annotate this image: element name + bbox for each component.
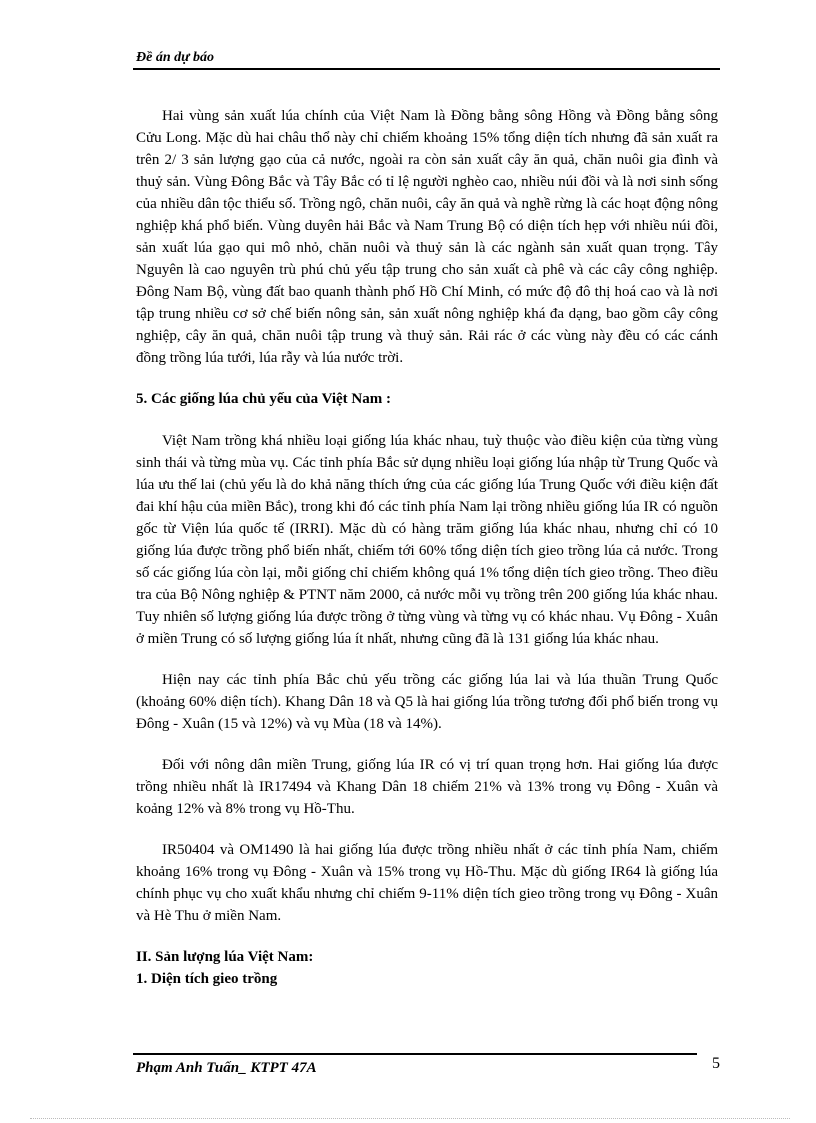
document-body	[136, 105, 718, 990]
paragraph-varieties-overview: Việt Nam trồng khá nhiều loại giống lúa khác nhau, tuỳ thuộc vào điều kiện của từng vùng sinh thái và từng mùa vụ. Các tỉnh phía Bắc sử dụng nhiều loại giống lúa nhập từ Trung Quốc và lúa ưu thế lai (chủ yếu là do khả năng thích ứng của các giống lúa Trung Quốc với điều kiện đất đai khí hậu của miền Bắc), trong khi đó các tỉnh phía Nam lại trồng nhiều giống lúa IR có nguồn gốc từ Viện lúa quốc tế (IRRI). Mặc dù có hàng trăm giống lúa khác nhau, nhưng chỉ có 10 giống lúa được trồng phổ biến nhất, chiếm tới 60% tổng diện tích gieo trồng lúa cả nước. Trong số các giống lúa còn lại, mỗi giống chỉ chiếm không quá 1% tổng diện tích gieo trồng. Theo điều tra của Bộ Nông nghiệp & PTNT năm 2000, cả nước mỗi vụ trồng trên 200 giống lúa khác nhau. Tuy nhiên số lượng giống lúa được trồng ở từng vùng và từng vụ có khác nhau. Vụ Đông - Xuân ở miền Trung có số lượng giống lúa ít nhất, nhưng cũng đã là 131 giống lúa khác nhau.	[136, 433, 718, 647]
paragraph-north: Hiện nay các tỉnh phía Bắc chủ yếu trồng các giống lúa lai và lúa thuần Trung Quốc (khoảng 60% diện tích). Khang Dân 18 và Q5 là hai giống lúa trồng tương đối phổ biến trong vụ Đông - Xuân (15 và 12%) và vụ Mùa (18 và 14%).	[136, 672, 718, 732]
paragraph-central: Đối với nông dân miền Trung, giống lúa IR có vị trí quan trọng hơn. Hai giống lúa được trồng nhiều nhất là IR17494 và Khang Dân 18 chiếm 21% và 13% trong vụ Đông - Xuân và koảng 12% và 8% trong vụ Hồ-Thu.	[136, 757, 718, 817]
footer-author: Phạm Anh Tuấn_ KTPT 47A	[136, 1060, 317, 1076]
paragraph-regions: Hai vùng sản xuất lúa chính của Việt Nam là Đồng bằng sông Hồng và Đồng bằng sông Cửu Long. Mặc dù hai châu thổ này chỉ chiếm khoảng 15% tổng diện tích nhưng đã sản xuất ra trên 2/ 3 sản lượng gạo của cả nước, ngoài ra còn sản xuất cây ăn quả, chăn nuôi gia đình và thuỷ sản. Vùng Đông Bắc và Tây Bắc có tỉ lệ người nghèo cao, nhiều núi đồi và là nơi sinh sống của nhiều dân tộc thiểu số. Trồng ngô, chăn nuôi, cây ăn quả và nghề rừng là các hoạt động nông nghiệp khá phổ biến. Vùng duyên hải Bắc và Nam Trung Bộ có diện tích hẹp với nhiều núi đồi, sản xuất lúa gạo qui mô nhỏ, chăn nuôi và thuỷ sản là các ngành sản xuất quan trọng. Tây Nguyên là cao nguyên trù phú chủ yếu tập trung cho sản xuất cà phê và các cây công nghiệp. Đông Nam Bộ, vùng đất bao quanh thành phố Hồ Chí Minh, có mức độ đô thị hoá cao và là nơi tập trung nhiều cơ sở chế biến nông sản, sản xuất nông nghiệp khá đa dạng, bao gồm cây công nghiệp, cây ăn quả, chăn nuôi tập trung và thuỷ sản. Rải rác ở các vùng này đều có các cánh đồng trồng lúa tưới, lúa rẫy và lúa nước trời.	[136, 108, 718, 366]
page-number: 5	[712, 1055, 720, 1072]
section-heading-rice-output: II. Sản lượng lúa Việt Nam:	[136, 949, 314, 965]
header-rule	[133, 68, 720, 70]
page-edge-divider	[30, 1118, 790, 1119]
section-heading-rice-varieties: 5. Các giống lúa chủ yếu của Việt Nam :	[136, 391, 391, 407]
header-title: Đề án dự báo	[136, 50, 214, 65]
footer-rule	[133, 1053, 697, 1055]
subsection-heading-planting-area: 1. Diện tích gieo trồng	[136, 971, 278, 987]
paragraph-south: IR50404 và OM1490 là hai giống lúa được trồng nhiều nhất ở các tỉnh phía Nam, chiếm khoảng 16% trong vụ Đông - Xuân và 15% trong vụ Hồ-Thu. Mặc dù giống IR64 là giống lúa chính phục vụ cho xuất khẩu nhưng chỉ chiếm 9-11% diện tích gieo trồng trong vụ Đông - Xuân và Hè Thu ở miền Nam.	[136, 842, 718, 924]
